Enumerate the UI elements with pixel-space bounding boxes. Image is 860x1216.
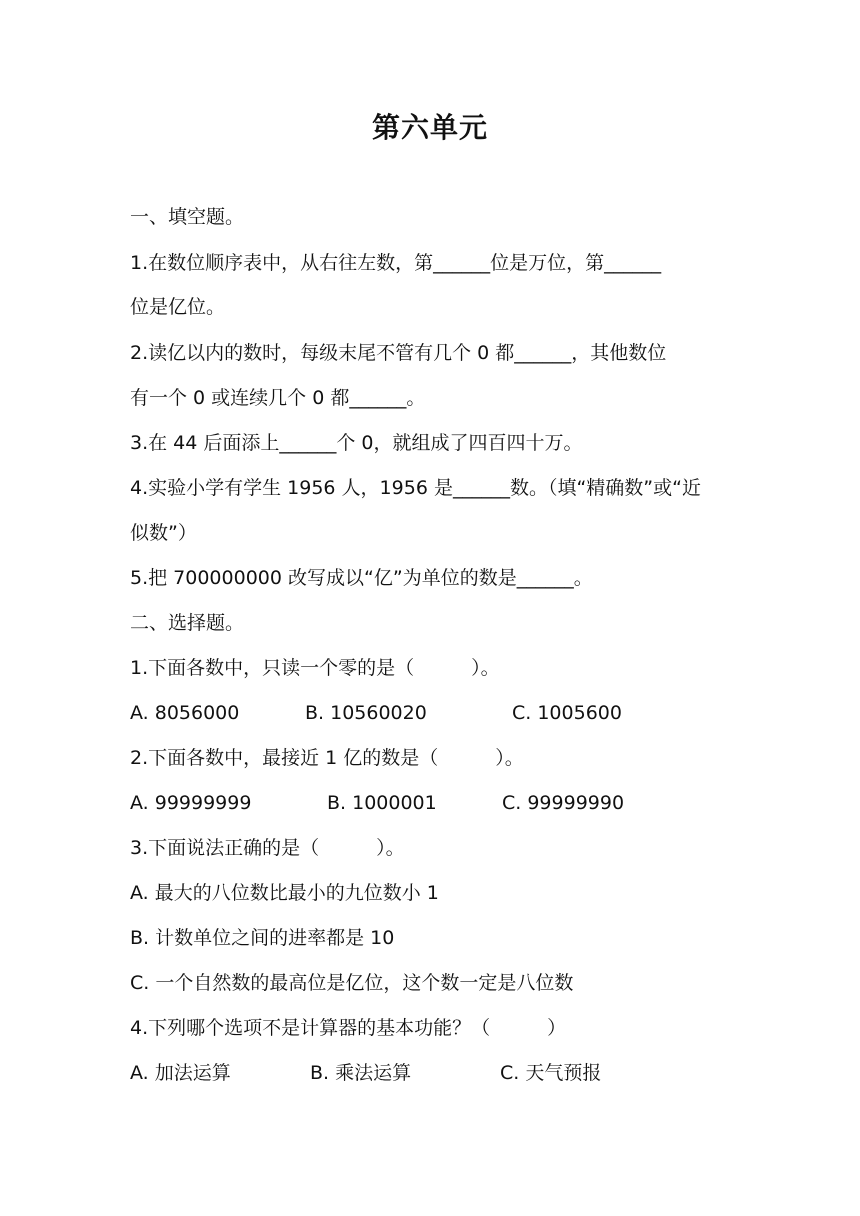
choice-q3-option-a: A. 最大的八位数比最小的九位数小 1 bbox=[130, 882, 439, 904]
choice-q4-stem: 4.下列哪个选项不是计算器的基本功能？（ ） bbox=[130, 1017, 567, 1039]
choice-q4-option-a: A. 加法运算 bbox=[130, 1062, 231, 1084]
fill-blank-q2-line1: 2.读亿以内的数时，每级末尾不管有几个 0 都______，其他数位 bbox=[130, 342, 667, 364]
choice-q2-stem: 2.下面各数中，最接近 1 亿的数是（ ）。 bbox=[130, 747, 524, 769]
fill-blank-q1-line2: 位是亿位。 bbox=[130, 296, 226, 318]
choice-q4-option-c: C. 天气预报 bbox=[500, 1062, 602, 1084]
section-heading-fill-blank: 一、填空题。 bbox=[130, 206, 245, 228]
choice-q1-option-c: C. 1005600 bbox=[512, 702, 622, 724]
choice-q3-option-c: C. 一个自然数的最高位是亿位，这个数一定是八位数 bbox=[130, 972, 574, 994]
choice-q2-option-b: B. 1000001 bbox=[327, 792, 437, 814]
fill-blank-q4-line2: 似数”） bbox=[130, 522, 197, 544]
choice-q3-stem: 3.下面说法正确的是（ ）。 bbox=[130, 837, 405, 859]
fill-blank-q3: 3.在 44 后面添上______个 0，就组成了四百四十万。 bbox=[130, 432, 583, 454]
choice-q2-option-c: C. 99999990 bbox=[502, 792, 625, 814]
choice-q4-option-b: B. 乘法运算 bbox=[310, 1062, 412, 1084]
page-title: 第六单元 bbox=[371, 111, 488, 144]
fill-blank-q1-line1: 1.在数位顺序表中，从右往左数，第______位是万位，第______ bbox=[130, 252, 662, 274]
fill-blank-q2-line2: 有一个 0 或连续几个 0 都______。 bbox=[130, 387, 426, 409]
fill-blank-q4-line1: 4.实验小学有学生 1956 人，1956 是______数。（填“精确数”或“近 bbox=[130, 477, 701, 499]
choice-q1-stem: 1.下面各数中，只读一个零的是（ ）。 bbox=[130, 657, 500, 679]
choice-q2-option-a: A. 99999999 bbox=[130, 792, 252, 814]
choice-q1-option-a: A. 8056000 bbox=[130, 702, 240, 724]
choice-q1-option-b: B. 10560020 bbox=[305, 702, 427, 724]
choice-q3-option-b: B. 计数单位之间的进率都是 10 bbox=[130, 927, 395, 949]
fill-blank-q5: 5.把 700000000 改写成以“亿”为单位的数是______。 bbox=[130, 567, 593, 589]
section-heading-multiple-choice: 二、选择题。 bbox=[130, 612, 245, 634]
